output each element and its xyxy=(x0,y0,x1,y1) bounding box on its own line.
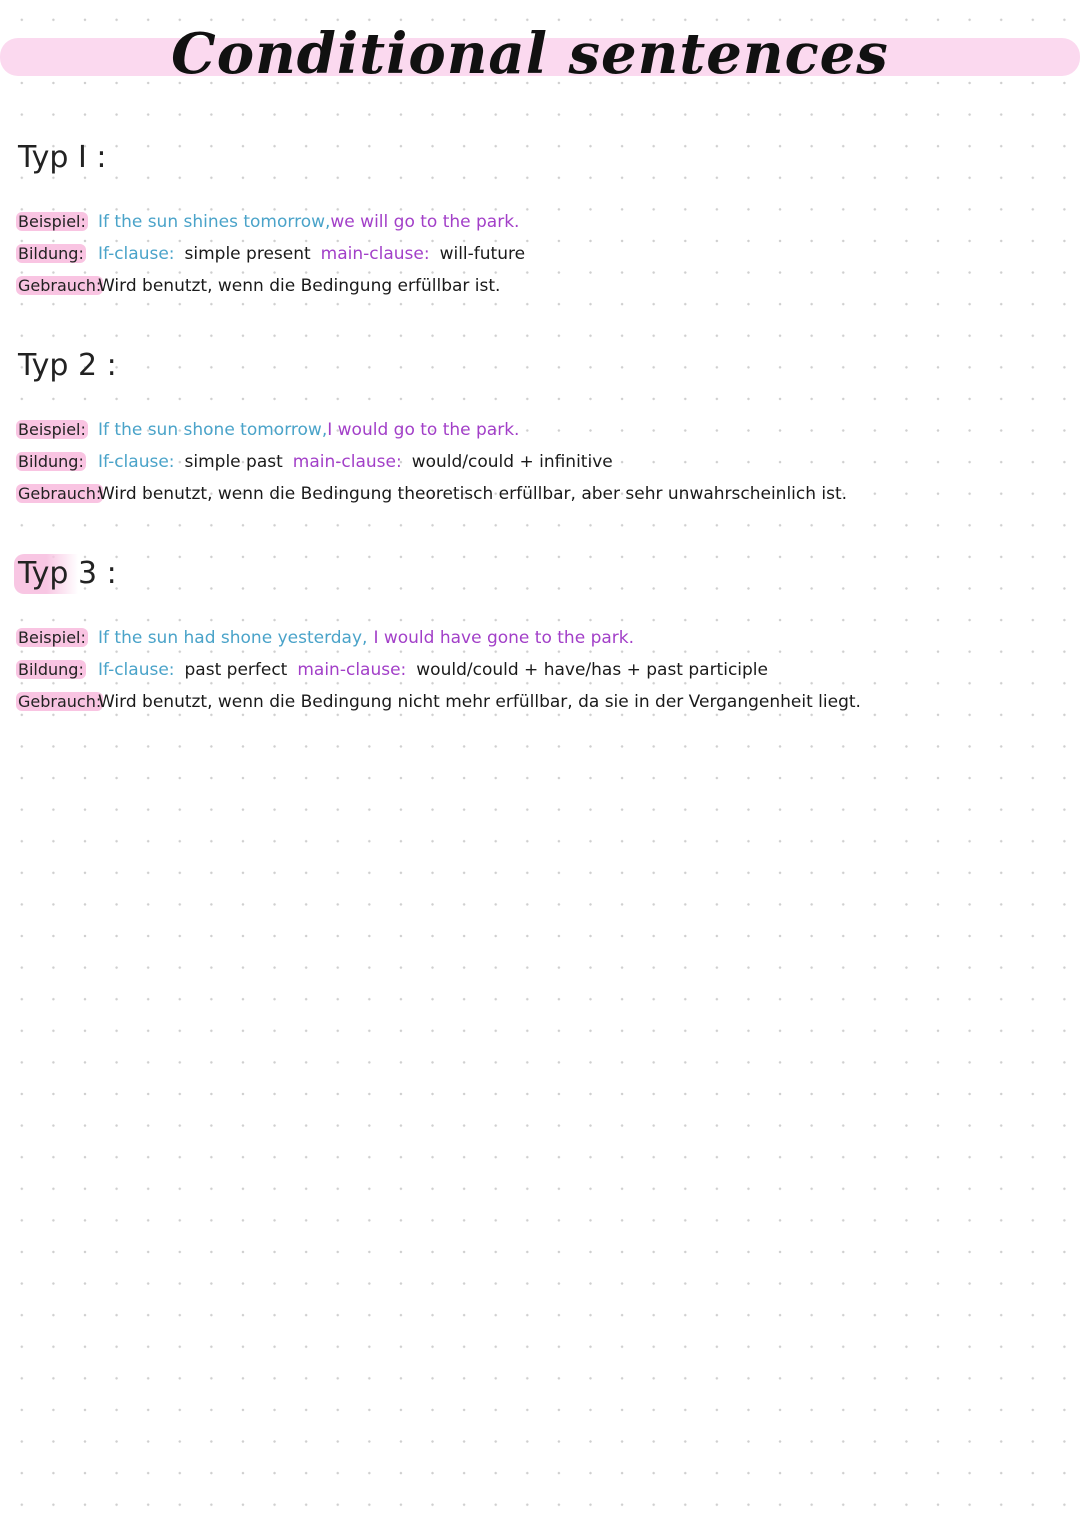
example-if-clause: If the sun shines tomorrow, xyxy=(98,212,331,232)
if-clause-label: If-clause: xyxy=(98,660,175,680)
if-clause-value: past perfect xyxy=(184,660,288,680)
beispiel-row xyxy=(18,206,1058,238)
gebrauch-label: Gebrauch: xyxy=(18,276,102,295)
if-clause-label: If-clause: xyxy=(98,452,175,472)
section-typ-1 xyxy=(18,138,1058,302)
section-typ-3 xyxy=(18,554,1058,718)
gebrauch-label: Gebrauch: xyxy=(18,484,102,503)
example-main-clause: I would have gone to the park. xyxy=(373,628,635,648)
main-clause-label: main-clause: xyxy=(320,244,430,264)
page-title: Conditional sentences xyxy=(171,21,889,87)
main-clause-value: will-future xyxy=(439,244,526,264)
gebrauch-text: Wird benutzt, wenn die Bedingung nicht mehr erfüllbar, da sie in der Vergangenheit liegt. xyxy=(98,692,861,712)
bildung-label: Bildung: xyxy=(18,452,84,471)
gebrauch-text: Wird benutzt, wenn die Bedingung theoretisch erfüllbar, aber sehr unwahrscheinlich ist. xyxy=(98,484,848,504)
gebrauch-row xyxy=(18,270,1058,302)
section-typ-2 xyxy=(18,346,1058,510)
bildung-row xyxy=(18,446,1058,478)
example-if-clause: If the sun had shone yesterday, xyxy=(98,628,368,648)
type-heading: Typ 3 : xyxy=(14,554,121,594)
beispiel-row xyxy=(18,622,1058,654)
beispiel-label: Beispiel: xyxy=(18,212,86,231)
type-heading: Typ 2 : xyxy=(18,348,117,383)
main-clause-value: would/could + infinitive xyxy=(411,452,613,472)
if-clause-value: simple past xyxy=(184,452,283,472)
if-clause-label: If-clause: xyxy=(98,244,175,264)
bildung-row xyxy=(18,654,1058,686)
bildung-label: Bildung: xyxy=(18,660,84,679)
rows xyxy=(18,414,1058,510)
bildung-label: Bildung: xyxy=(18,244,84,263)
example-main-clause: I would go to the park. xyxy=(327,420,520,440)
main-clause-label: main-clause: xyxy=(292,452,402,472)
beispiel-label: Beispiel: xyxy=(18,420,86,439)
rows xyxy=(18,206,1058,302)
example-main-clause: we will go to the park. xyxy=(330,212,520,232)
gebrauch-label: Gebrauch: xyxy=(18,692,102,711)
type-heading: Typ I : xyxy=(18,140,107,175)
example-if-clause: If the sun shone tomorrow, xyxy=(98,420,328,440)
rows xyxy=(18,622,1058,718)
gebrauch-text: Wird benutzt, wenn die Bedingung erfüllbar ist. xyxy=(98,276,501,296)
beispiel-row xyxy=(18,414,1058,446)
bildung-row xyxy=(18,238,1058,270)
main-clause-value: would/could + have/has + past participle xyxy=(416,660,768,680)
gebrauch-row xyxy=(18,686,1058,718)
if-clause-value: simple present xyxy=(184,244,311,264)
beispiel-label: Beispiel: xyxy=(18,628,86,647)
main-clause-label: main-clause: xyxy=(297,660,407,680)
gebrauch-row xyxy=(18,478,1058,510)
